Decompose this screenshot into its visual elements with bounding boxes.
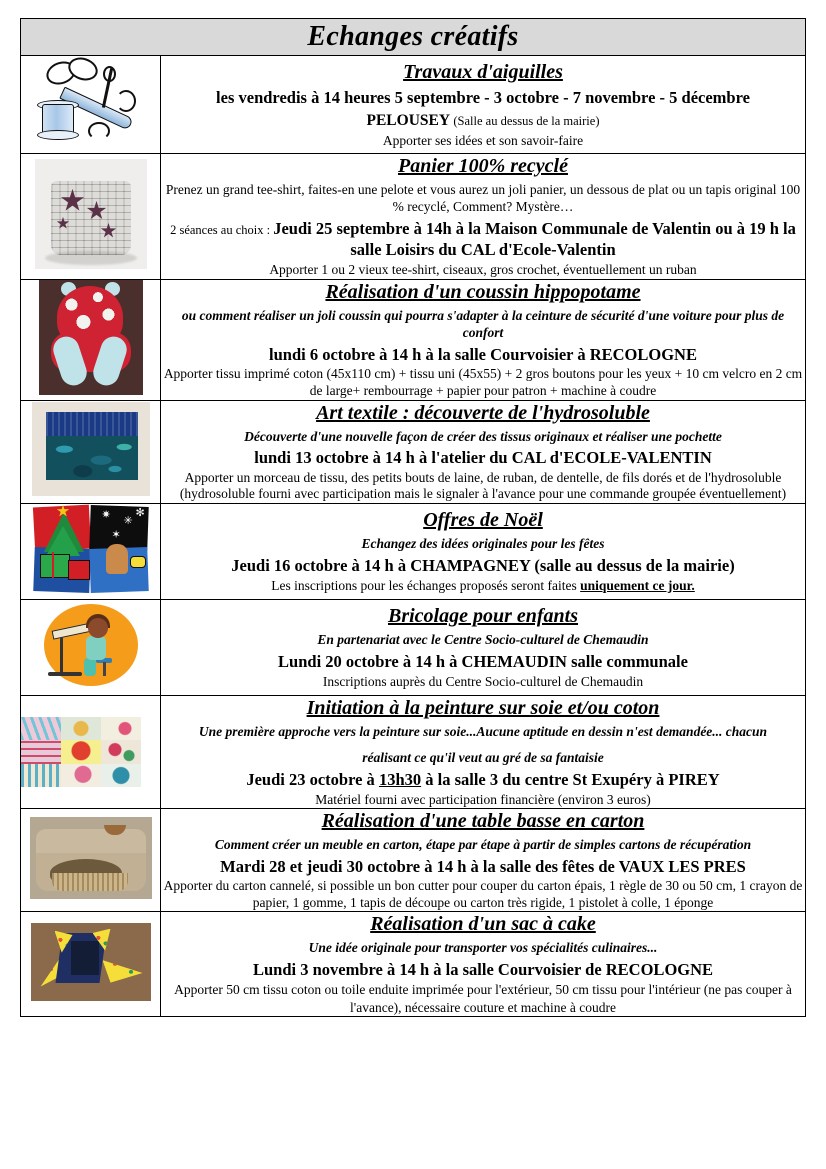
- activity-subtitle-2: réalisant ce qu'il veut au gré de sa fantaisie: [362, 750, 604, 766]
- activity-content-cell: [161, 695, 806, 809]
- activity-when-time: 13h30: [378, 769, 422, 789]
- activity-image-cell: [21, 599, 161, 695]
- activity-content-cell: [161, 400, 806, 503]
- activity-note: Apporter 1 ou 2 vieux tee-shirt, ciseaux, gros crochet, éventuellement un ruban: [269, 262, 697, 278]
- activity-location: [161, 111, 805, 131]
- cardboard-table-photo: [30, 817, 152, 899]
- activity-when-prefix: 2 séances au choix :: [170, 222, 274, 237]
- table-row: [21, 400, 806, 503]
- activity-image-cell: [21, 400, 161, 503]
- header-row: [21, 19, 806, 56]
- hippo-cushion-photo: [39, 280, 143, 395]
- activity-location-bold: PELOUSEY: [366, 111, 454, 129]
- activity-subtitle: ou comment réaliser un joli coussin qui pourra s'adapter à la ceinture de sécurité d'une voiture pour plus de confort: [181, 307, 785, 341]
- silk-painting-patchwork-photo: [21, 717, 141, 787]
- activity-content-cell: [161, 912, 806, 1017]
- table-row: [21, 912, 806, 1017]
- activity-when: lundi 13 octobre à 14 h à l'atelier du CAL d'ECOLE-VALENTIN: [254, 448, 712, 468]
- activity-title: Panier 100% recyclé: [398, 155, 568, 177]
- activity-content-cell: [161, 599, 806, 695]
- header-cell: [21, 19, 806, 56]
- activity-subtitle: Découverte d'une nouvelle façon de créer des tissus originaux et réaliser une pochette: [244, 428, 722, 444]
- activity-when-bold: Jeudi 25 septembre à 14h à la Maison Communale de Valentin ou à 19 h la salle Loisirs du CAL d'Ecole-Valentin: [273, 218, 796, 259]
- activity-when: Jeudi 16 octobre à 14 h à CHAMPAGNEY (salle au dessus de la mairie): [231, 555, 735, 575]
- activity-image-cell: [21, 154, 161, 280]
- activity-image-cell: [21, 912, 161, 1017]
- table-row: [21, 154, 806, 280]
- table-row: [21, 599, 806, 695]
- activity-subtitle: Une idée originale pour transporter vos spécialités culinaires...: [308, 940, 658, 956]
- activity-note: Inscriptions auprès du Centre Socio-culturel de Chemaudin: [322, 673, 644, 689]
- activity-title: Art textile : découverte de l'hydrosoluble: [316, 401, 650, 424]
- activity-content-cell: [161, 154, 806, 280]
- activity-note: Apporter ses idées et son savoir-faire: [382, 132, 584, 148]
- activity-note: [161, 577, 805, 594]
- christmas-collage-icon: ✷ ✳ ✶ ✻: [32, 504, 150, 594]
- activity-when: Lundi 3 novembre à 14 h à la salle Courvoisier de RECOLOGNE: [252, 959, 714, 979]
- activity-content-cell: [161, 503, 806, 599]
- subtitle-spacer: [161, 741, 805, 748]
- child-at-easel-icon: [36, 600, 146, 690]
- activity-title: Réalisation d'un sac à cake: [370, 913, 596, 936]
- table-row: [21, 809, 806, 912]
- activity-subtitle: Echangez des idées originales pour les fêtes: [361, 535, 605, 551]
- page-title: Echanges créatifs: [307, 21, 519, 53]
- activity-description: Prenez un grand tee-shirt, faites-en une pelote et vous aurez un joli panier, un dessous de plat ou un tapis original 100 % recyclé, Comment? Mystère…: [165, 182, 801, 215]
- activity-content-cell: [161, 56, 806, 154]
- activity-note: Apporter 50 cm tissu coton ou toile enduite imprimée pour l'extérieur, 50 cm tissu pour l'intérieur (ne pas couper à l'avance), nécessaire couture et machine à coudre: [174, 982, 792, 1015]
- activity-when-post: à la salle 3 du centre St Exupéry à PIREY: [421, 769, 720, 789]
- activity-when: Mardi 28 et jeudi 30 octobre à 14 h à la salle des fêtes de VAUX LES PRES: [220, 856, 746, 876]
- activity-note: Apporter du carton cannelé, si possible un bon cutter pour couper du carton épais, 1 règle de 30 ou 50 cm, 1 crayon de papier, 1 gomme, 1 tapis de découpe ou carton très rigide, 1 pistolet à colle, 1 éponge: [163, 878, 803, 910]
- table-row: [21, 695, 806, 809]
- blue-textile-pouch-photo: [32, 402, 150, 496]
- crochet-basket-photo: [35, 159, 147, 269]
- activity-image-cell: [21, 279, 161, 400]
- activity-title: Initiation à la peinture sur soie et/ou coton: [306, 696, 660, 719]
- activity-when: Lundi 20 octobre à 14 h à CHEMAUDIN salle communale: [278, 651, 688, 671]
- activity-when-pre: Jeudi 23 octobre à: [246, 769, 379, 789]
- activity-note-text: Les inscriptions pour les échanges proposés seront faites: [271, 577, 581, 593]
- activity-title: Bricolage pour enfants: [387, 604, 579, 627]
- activity-image-cell: [21, 809, 161, 912]
- activity-note: Apporter tissu imprimé coton (45x110 cm) + tissu uni (45x55) + 2 gros boutons pour les yeux + 10 cm velcro en 2 cm de large+ rembourrage + papier pour patron + machine à coudre: [163, 366, 803, 398]
- activity-when: les vendredis à 14 heures 5 septembre - 3 octobre - 7 novembre - 5 décembre: [216, 88, 750, 108]
- activity-title: Réalisation d'une table basse en carton: [321, 810, 645, 833]
- table-row: [21, 56, 806, 154]
- activity-subtitle: Une première approche vers la peinture sur soie...Aucune aptitude en dessin n'est demandée... chacun: [198, 723, 768, 739]
- activities-table: [20, 18, 806, 1017]
- scissors-needle-thread-icon: [28, 56, 154, 148]
- activity-image-cell: [21, 695, 161, 809]
- activity-note: Apporter un morceau de tissu, des petits bouts de laine, de ruban, de dentelle, de fils dorés et de l'hydrosoluble (hydrosoluble fourni avec participation mais le signaler à l'avance pour une commande groupée éventuellement): [179, 469, 787, 502]
- table-row: [21, 503, 806, 599]
- activity-note: Matériel fourni avec participation financière (environ 3 euros): [315, 792, 651, 808]
- table-row: [21, 279, 806, 400]
- activity-subtitle: Comment créer un meuble en carton, étape par étape à partir de simples cartons de récupération: [214, 837, 752, 853]
- activity-image-cell: [21, 503, 161, 599]
- cake-bag-photo: [31, 923, 151, 1001]
- activity-note-emphasis: uniquement ce jour.: [580, 577, 695, 593]
- activity-content-cell: [161, 809, 806, 912]
- activity-content-cell: [161, 279, 806, 400]
- activity-image-cell: [21, 56, 161, 154]
- activity-subtitle: En partenariat avec le Centre Socio-culturel de Chemaudin: [317, 631, 649, 647]
- activity-when: lundi 6 octobre à 14 h à la salle Courvoisier à RECOLOGNE: [269, 345, 697, 365]
- activity-title: Travaux d'aiguilles: [403, 61, 563, 84]
- activity-title: Offres de Noël: [423, 508, 543, 531]
- activity-title: Réalisation d'un coussin hippopotame: [325, 280, 641, 303]
- activity-location-note: (Salle au dessus de la mairie): [453, 113, 600, 128]
- activity-when: [161, 218, 805, 261]
- activity-when: [161, 769, 805, 790]
